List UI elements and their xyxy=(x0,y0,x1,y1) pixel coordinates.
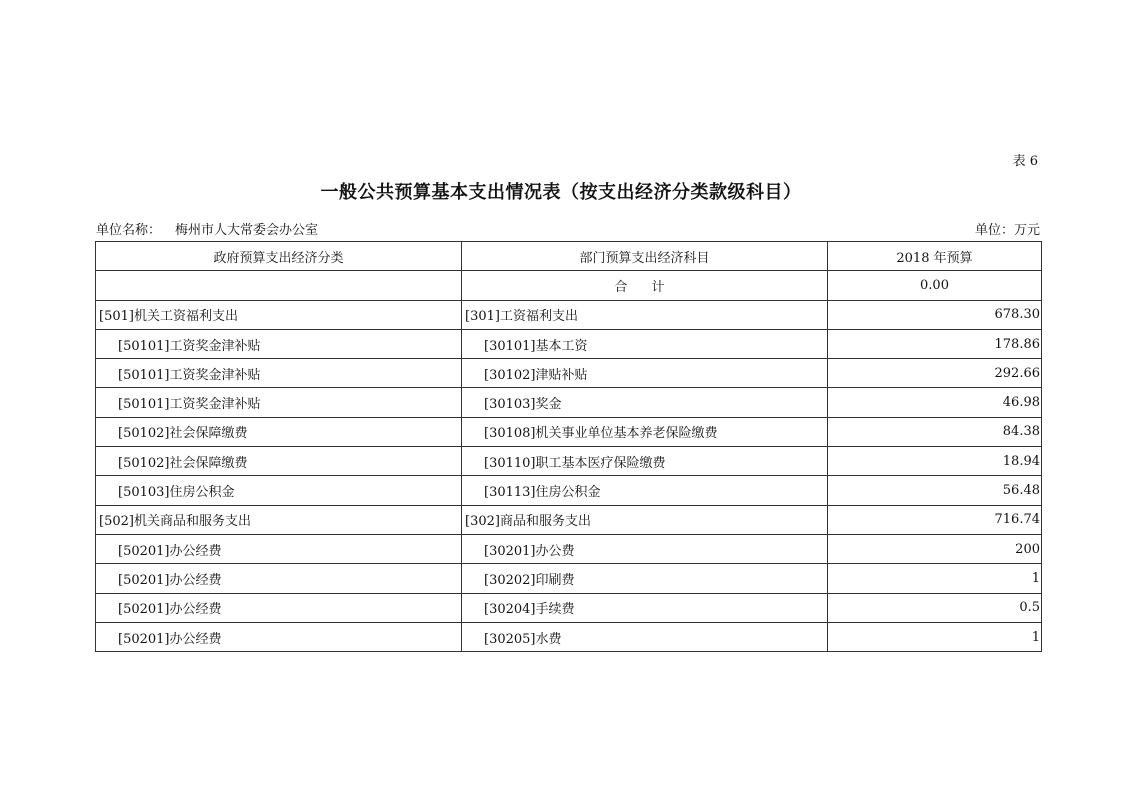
gov-category-cell: [50201]办公经费 xyxy=(96,622,462,651)
total-value: 0.00 xyxy=(828,271,1042,300)
total-row xyxy=(96,271,1042,300)
page-title: 一般公共预算基本支出情况表（按支出经济分类款级科目） xyxy=(320,182,802,203)
table-body xyxy=(96,242,1042,652)
header-budget-2018: 2018 年预算 xyxy=(828,242,1042,271)
gov-category-cell: [50102]社会保障缴费 xyxy=(96,447,462,476)
table-row xyxy=(96,622,1042,651)
amount-cell: 18.94 xyxy=(828,447,1042,476)
amount-cell: 678.30 xyxy=(828,300,1042,329)
gov-category-cell: [50101]工资奖金津补贴 xyxy=(96,329,462,358)
amount-cell: 716.74 xyxy=(828,505,1042,534)
dept-subject-cell: [302]商品和服务支出 xyxy=(462,505,828,534)
gov-category-cell: [501]机关工资福利支出 xyxy=(96,300,462,329)
amount-cell: 46.98 xyxy=(828,388,1042,417)
dept-subject-cell: [30110]职工基本医疗保险缴费 xyxy=(462,447,828,476)
table-row xyxy=(96,534,1042,563)
total-label: 合 计 xyxy=(462,271,828,300)
gov-category-cell: [502]机关商品和服务支出 xyxy=(96,505,462,534)
dept-subject-cell: [30108]机关事业单位基本养老保险缴费 xyxy=(462,417,828,446)
dept-subject-cell: [30103]奖金 xyxy=(462,388,828,417)
table-number: 表 6 xyxy=(1012,154,1038,169)
table-row xyxy=(96,505,1042,534)
table-row xyxy=(96,564,1042,593)
gov-category-cell: [50101]工资奖金津补贴 xyxy=(96,359,462,388)
header-row xyxy=(96,242,1042,271)
amount-cell: 200 xyxy=(828,534,1042,563)
unit-name-label: 单位名称： xyxy=(96,223,162,238)
table-row xyxy=(96,388,1042,417)
amount-cell: 178.86 xyxy=(828,329,1042,358)
gov-category-cell: [50103]住房公积金 xyxy=(96,476,462,505)
amount-cell: 0.5 xyxy=(828,593,1042,622)
table-row xyxy=(96,329,1042,358)
header-dept-subject: 部门预算支出经济科目 xyxy=(462,242,828,271)
dept-subject-cell: [30113]住房公积金 xyxy=(462,476,828,505)
dept-subject-cell: [30101]基本工资 xyxy=(462,329,828,358)
dept-subject-cell: [30205]水费 xyxy=(462,622,828,651)
table-row xyxy=(96,417,1042,446)
gov-category-cell: [50102]社会保障缴费 xyxy=(96,417,462,446)
gov-category-cell: [50201]办公经费 xyxy=(96,593,462,622)
dept-subject-cell: [30201]办公费 xyxy=(462,534,828,563)
budget-table xyxy=(95,241,1042,652)
gov-category-cell: [50101]工资奖金津补贴 xyxy=(96,388,462,417)
unit-name-value: 梅州市人大常委会办公室 xyxy=(175,223,319,238)
dept-subject-cell: [301]工资福利支出 xyxy=(462,300,828,329)
unit-label: 单位：万元 xyxy=(974,223,1040,238)
table-row xyxy=(96,593,1042,622)
dept-subject-cell: [30102]津贴补贴 xyxy=(462,359,828,388)
dept-subject-cell: [30202]印刷费 xyxy=(462,564,828,593)
table-row xyxy=(96,476,1042,505)
table-row xyxy=(96,359,1042,388)
dept-subject-cell: [30204]手续费 xyxy=(462,593,828,622)
table-row xyxy=(96,447,1042,476)
gov-category-cell: [50201]办公经费 xyxy=(96,534,462,563)
unit-name-block xyxy=(96,219,318,238)
gov-category-cell: [50201]办公经费 xyxy=(96,564,462,593)
header-gov-category: 政府预算支出经济分类 xyxy=(96,242,462,271)
amount-cell: 84.38 xyxy=(828,417,1042,446)
amount-cell: 56.48 xyxy=(828,476,1042,505)
total-empty-cell xyxy=(96,271,462,300)
amount-cell: 1 xyxy=(828,622,1042,651)
meta-row xyxy=(96,219,1040,238)
table-row xyxy=(96,300,1042,329)
amount-cell: 1 xyxy=(828,564,1042,593)
amount-cell: 292.66 xyxy=(828,359,1042,388)
